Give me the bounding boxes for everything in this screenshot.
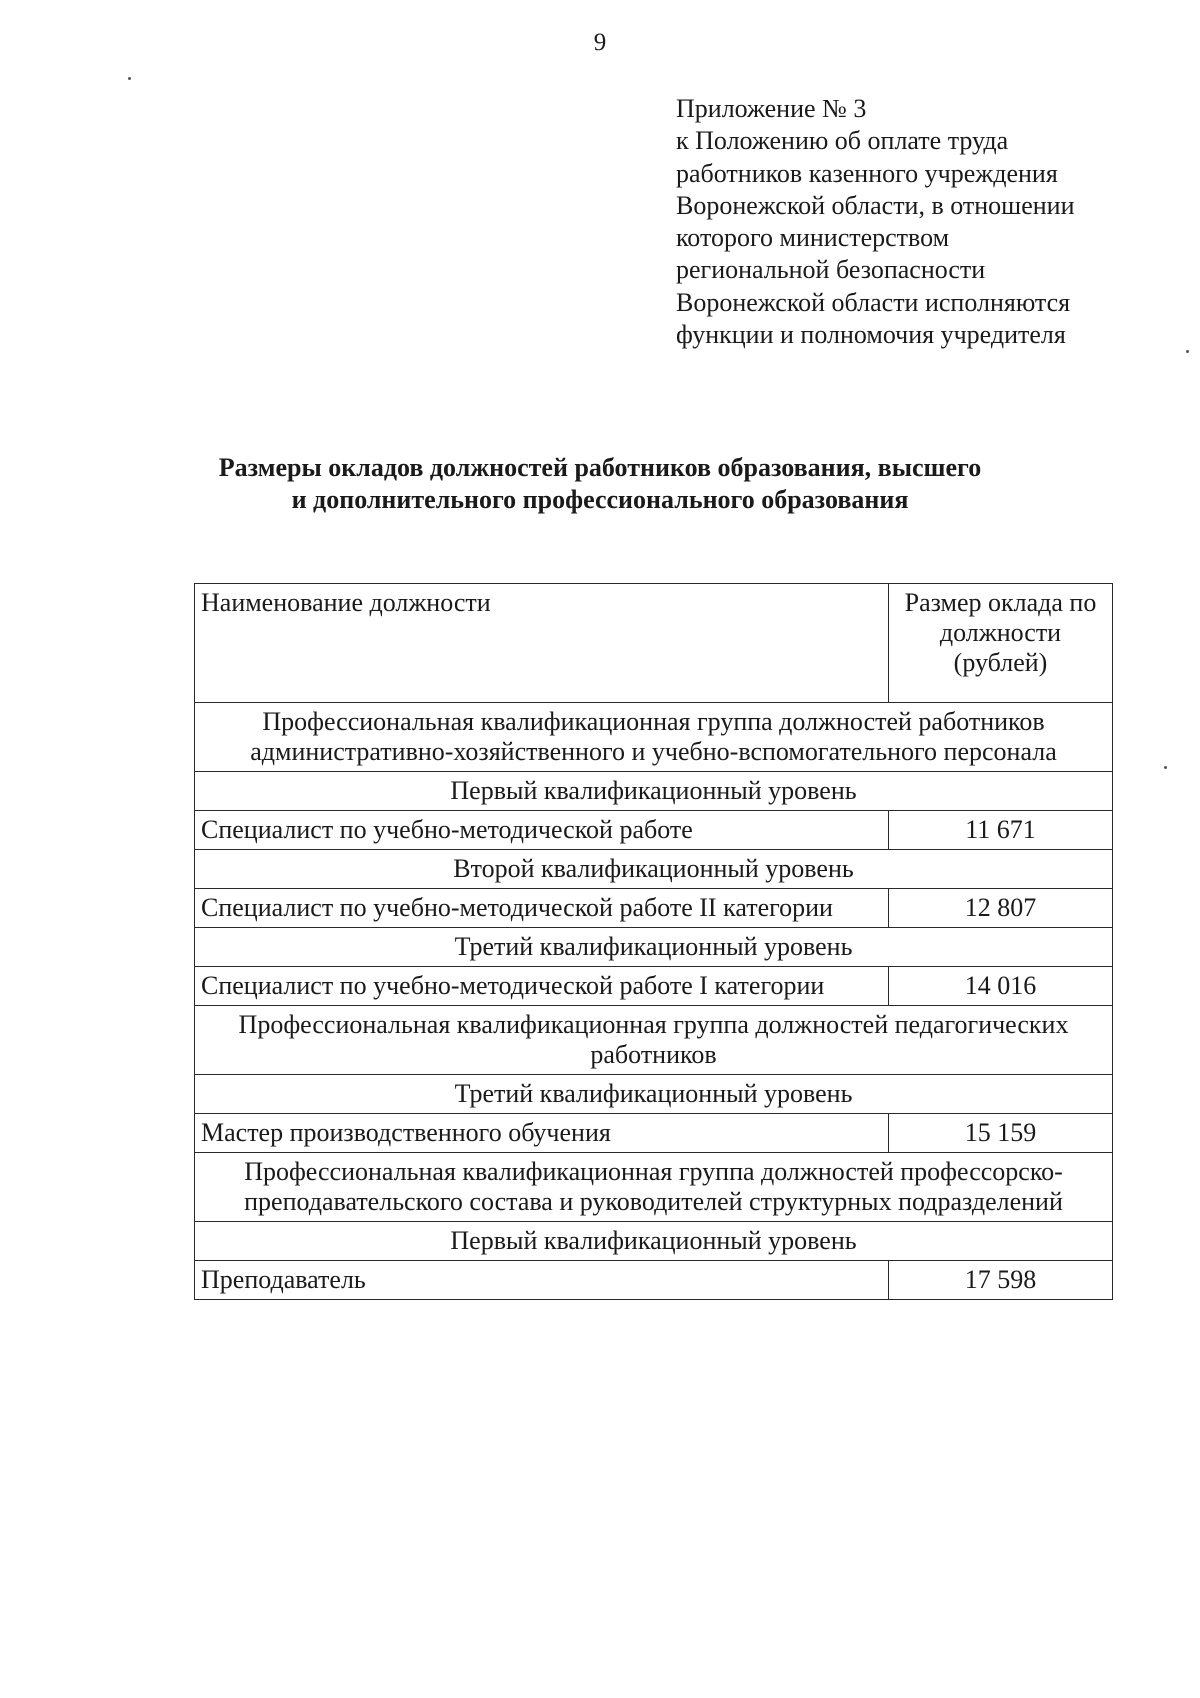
salary-table bbox=[194, 583, 1113, 1300]
header-salary-amount: Размер оклада по должности (рублей) bbox=[889, 584, 1113, 703]
qualification-level-row bbox=[195, 850, 1113, 889]
appendix-line: которого министерством bbox=[676, 223, 950, 253]
qualification-level-row bbox=[195, 1222, 1113, 1261]
document-title-line: Размеры окладов должностей работников образования, высшего bbox=[218, 453, 982, 482]
appendix-line: к Положению об оплате труда bbox=[676, 126, 1009, 156]
appendix-note bbox=[676, 93, 1146, 351]
position-name: Специалист по учебно-методической работе bbox=[195, 811, 889, 850]
qualification-group-title: Профессиональная квалификационная группа должностей работников административно-хозяйственного и учебно-вспомогательного персонала bbox=[195, 703, 1113, 772]
appendix-line: региональной безопасности bbox=[676, 255, 986, 285]
qualification-level-title: Третий квалификационный уровень bbox=[195, 928, 1113, 967]
salary-amount: 17 598 bbox=[889, 1261, 1113, 1300]
qualification-group-row bbox=[195, 703, 1113, 772]
qualification-group-title: Профессиональная квалификационная группа должностей педагогических работников bbox=[195, 1006, 1113, 1075]
position-name: Специалист по учебно-методической работе II категории bbox=[195, 889, 889, 928]
salary-table-body bbox=[195, 584, 1113, 1300]
position-row bbox=[195, 1261, 1113, 1300]
qualification-level-title: Третий квалификационный уровень bbox=[195, 1075, 1113, 1114]
scan-speck bbox=[1186, 350, 1189, 353]
position-name: Преподаватель bbox=[195, 1261, 889, 1300]
qualification-level-row bbox=[195, 772, 1113, 811]
page-number: 9 bbox=[593, 29, 607, 56]
table-header-row bbox=[195, 584, 1113, 703]
salary-amount: 12 807 bbox=[889, 889, 1113, 928]
qualification-level-title: Первый квалификационный уровень bbox=[195, 1222, 1113, 1261]
document-title bbox=[0, 452, 1200, 516]
position-row bbox=[195, 967, 1113, 1006]
salary-amount: 11 671 bbox=[889, 811, 1113, 850]
scan-speck bbox=[128, 77, 131, 80]
appendix-line: Воронежской области, в отношении bbox=[676, 190, 1075, 220]
position-row bbox=[195, 1114, 1113, 1153]
qualification-level-row bbox=[195, 928, 1113, 967]
salary-amount: 14 016 bbox=[889, 967, 1113, 1006]
header-position-name: Наименование должности bbox=[195, 584, 889, 703]
qualification-level-title: Второй квалификационный уровень bbox=[195, 850, 1113, 889]
appendix-line: функции и полномочия учредителя bbox=[676, 320, 1066, 350]
position-name: Мастер производственного обучения bbox=[195, 1114, 889, 1153]
qualification-level-title: Первый квалификационный уровень bbox=[195, 772, 1113, 811]
document-title-line: и дополнительного профессионального образования bbox=[291, 485, 909, 514]
qualification-group-title: Профессиональная квалификационная группа должностей профессорско-преподавательского состава и руководителей структурных подразделений bbox=[195, 1153, 1113, 1222]
scan-speck bbox=[1164, 766, 1167, 769]
appendix-line: Приложение № 3 bbox=[676, 94, 867, 123]
position-name: Специалист по учебно-методической работе I категории bbox=[195, 967, 889, 1006]
qualification-group-row bbox=[195, 1006, 1113, 1075]
position-row bbox=[195, 811, 1113, 850]
appendix-line: Воронежской области исполняются bbox=[676, 287, 1071, 317]
appendix-line: работников казенного учреждения bbox=[676, 158, 1058, 188]
qualification-level-row bbox=[195, 1075, 1113, 1114]
salary-amount: 15 159 bbox=[889, 1114, 1113, 1153]
position-row bbox=[195, 889, 1113, 928]
qualification-group-row bbox=[195, 1153, 1113, 1222]
